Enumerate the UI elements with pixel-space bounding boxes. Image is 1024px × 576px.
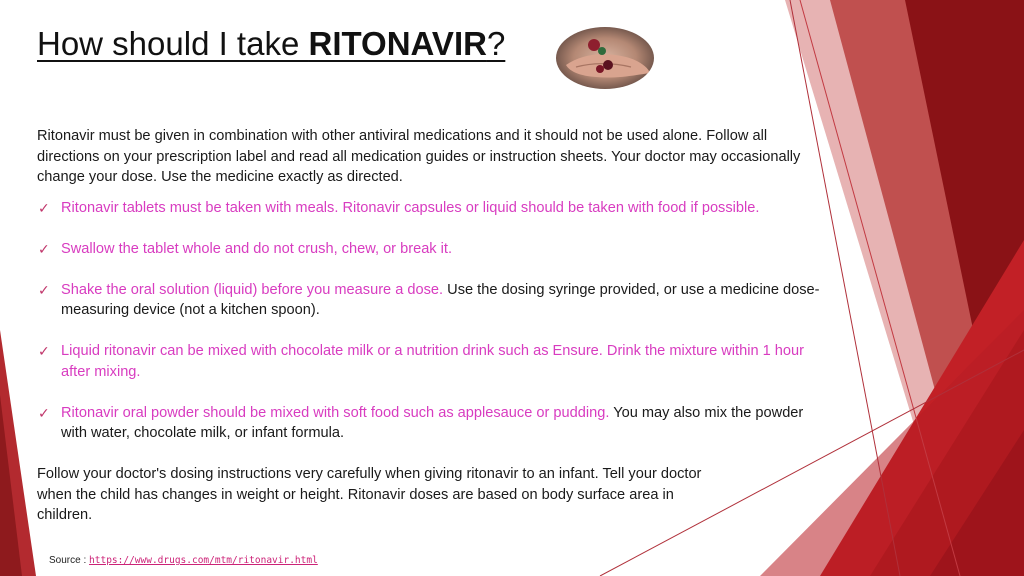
highlight-text: Ritonavir tablets must be taken with meals. Ritonavir capsules or liquid should be taken with food if possible. <box>61 199 760 216</box>
plain-text: You may also mix the powder with water, chocolate milk, or infant formula. <box>61 404 804 441</box>
highlight-text: Liquid ritonavir can be mixed with chocolate milk or a nutrition drink such as Ensure. Drink the mixture within 1 hour after mixing. <box>61 343 804 380</box>
checkmark-icon: ✓ <box>38 240 50 257</box>
checkmark-icon: ✓ <box>38 404 50 421</box>
list-item <box>37 198 827 219</box>
list-item <box>37 341 827 382</box>
title-prefix: How should I take <box>37 25 309 62</box>
instruction-list <box>37 198 827 444</box>
highlight-text: Ritonavir oral powder should be mixed with soft food such as applesauce or pudding. <box>61 404 610 421</box>
source-link[interactable]: https://www.drugs.com/mtm/ritonavir.html <box>89 555 318 566</box>
title-suffix: ? <box>486 25 506 62</box>
title-drug-name: RITONAVIR <box>308 25 487 62</box>
hand-with-pills-image <box>556 27 654 89</box>
list-item <box>37 403 827 444</box>
slide-body <box>37 126 827 526</box>
plain-text: Use the dosing syringe provided, or use a medicine dose-measuring device (not a kitchen spoon). <box>61 281 820 318</box>
intro-paragraph: Ritonavir must be given in combination with other antiviral medications and it should not be used alone. Follow all directions on your prescription label and read all medication guides or instruction sheets. Your doctor may occasionally change your dose. Use the medicine exactly as directed. <box>37 128 801 185</box>
list-item <box>37 239 827 260</box>
list-item <box>37 280 827 321</box>
highlight-text: Shake the oral solution (liquid) before you measure a dose. <box>61 281 444 298</box>
page-title <box>37 22 505 66</box>
source-label: Source : <box>49 555 90 566</box>
checkmark-icon: ✓ <box>38 281 50 298</box>
source-citation <box>49 555 318 566</box>
checkmark-icon: ✓ <box>38 199 50 216</box>
highlight-text: Swallow the tablet whole and do not crush, chew, or break it. <box>61 240 453 257</box>
outro-paragraph: Follow your doctor's dosing instructions very carefully when giving ritonavir to an infant. Tell your doctor when the child has changes in weight or height. Ritonavir doses are based on body surface area in children. <box>37 466 702 523</box>
checkmark-icon: ✓ <box>38 343 50 359</box>
